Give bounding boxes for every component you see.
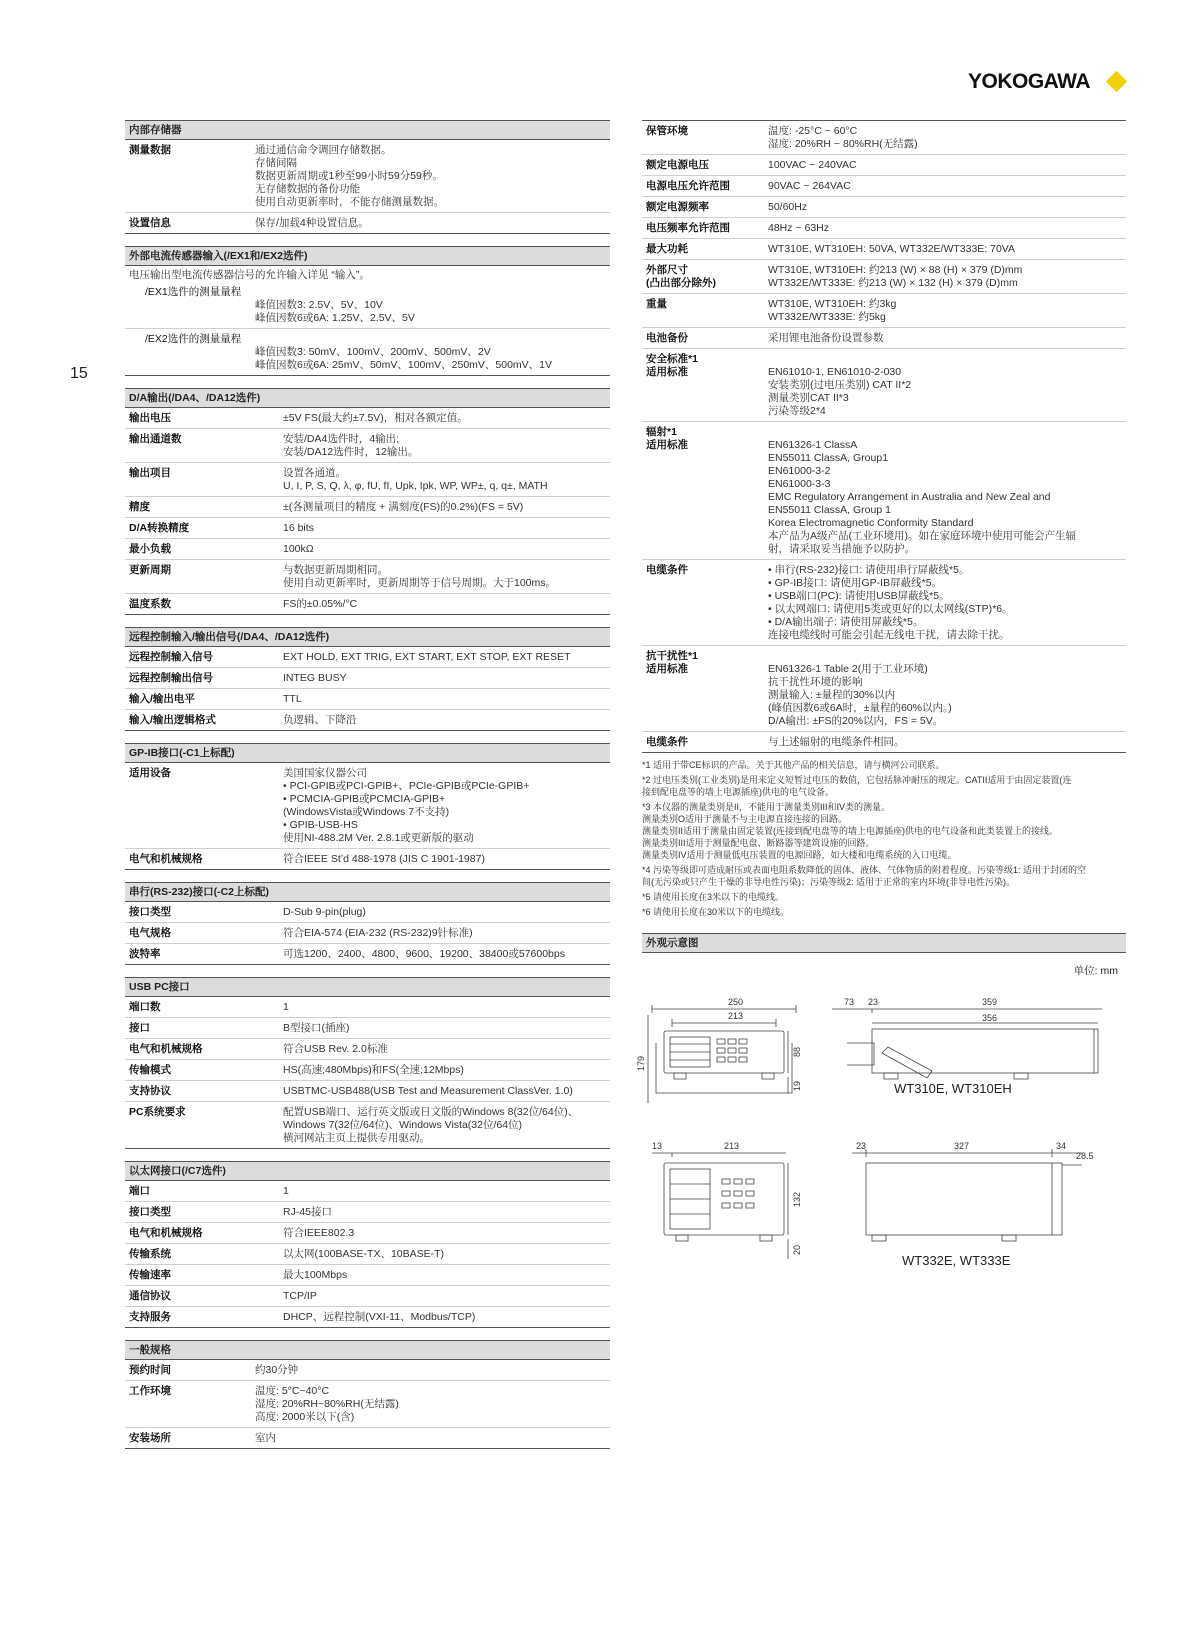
spec-label: 工作环境 (129, 1385, 171, 1397)
footnote: *1 适用于带CE标识的产品。关于其他产品的相关信息，请与横河公司联系。 (642, 760, 945, 770)
spec-label: 电压频率允许范围 (646, 222, 730, 234)
spec-value: 美国国家仪器公司 • PCI-GPIB或PCI-GPIB+、PCIe-GPIB或PCIe-GPIB+ • PCMCIA-GPIB或PCMCIA-GPIB+ (WindowsVista或Windows 7不支持) • GPIB-USB-HS 使用NI-488.2M Ver. 2.8.1或更新版的驱动 (283, 767, 530, 844)
spec-value: 设置各通道。 U, I, P, S, Q, λ, φ, fU, fI, Upk, Ipk, WP, WP±, q, q±, MATH (283, 467, 548, 492)
spec-row (125, 1202, 610, 1223)
spec-label: 辐射*1 适用标准 (646, 426, 688, 451)
spec-row (125, 497, 610, 518)
dim-label: 73 (844, 997, 855, 1007)
footnote: *3 本仪器的测量类别是II，不能用于测量类别III和IV类的测量。 测量类别O适用于测量不与主电源直接连接的回路。 测量类别II适用于测量由固定装置(连接到配电盘等的墙上电源插座)供电的电气设备和此类装置上的接线。 测量类别III适用于测量配电盘、断路器等建筑设施的回路。 测量类别IV适用于测量低电压装置的电源回路，如大楼和电缆系统的入口电缆。 (642, 802, 1058, 860)
spec-section-remote (125, 627, 610, 731)
spec-label: 适用设备 (129, 767, 171, 779)
spec-value: 安装/DA4选件时，4输出; 安装/DA12选件时，12输出。 (283, 433, 419, 458)
brand-diamond-icon (1106, 71, 1127, 92)
spec-row (125, 1181, 610, 1202)
spec-value: 50/60Hz (768, 201, 808, 213)
section-title: 以太网接口(/C7选件) (125, 1161, 610, 1181)
spec-value: 90VAC ~ 264VAC (768, 180, 851, 192)
spec-label: 输入/输出电平 (129, 693, 195, 705)
spec-row (125, 594, 610, 615)
spec-label: 远程控制输出信号 (129, 672, 213, 684)
spec-label: 电源电压允许范围 (646, 180, 730, 192)
spec-value: 保存/加载4种设置信息。 (255, 217, 369, 229)
spec-label: 电气和机械规格 (129, 1043, 203, 1055)
spec-value: RJ-45接口 (283, 1206, 333, 1218)
spec-row (125, 1102, 610, 1149)
spec-value: 符合EIA-574 (EIA-232 (RS-232)9针标准) (283, 927, 473, 939)
spec-row (125, 213, 610, 234)
spec-label: 支持协议 (129, 1085, 171, 1097)
spec-row (125, 1244, 610, 1265)
spec-label: 电气和机械规格 (129, 1227, 203, 1239)
spec-label: 更新周期 (129, 564, 171, 576)
section-title: 一般规格 (125, 1340, 610, 1360)
spec-label: 输出电压 (129, 412, 171, 424)
section-title: 远程控制输入/输出信号(/DA4、/DA12选件) (125, 627, 610, 647)
spec-row (642, 328, 1126, 349)
spec-label: 预约时间 (129, 1364, 171, 1376)
spec-label: 通信协议 (129, 1290, 171, 1302)
spec-row (642, 560, 1126, 646)
spec-section-da (125, 388, 610, 615)
spec-value: 温度: -25°C ~ 60°C 湿度: 20%RH ~ 80%RH(无结露) (768, 125, 918, 150)
dim-label: 23 (856, 1141, 867, 1151)
spec-section-eth (125, 1161, 610, 1328)
footnote: *5 请使用长度在3米以下的电缆线。 (642, 892, 785, 902)
spec-value: 温度: 5°C~40°C 湿度: 20%RH~80%RH(无结露) 高度: 2000米以下(含) (255, 1385, 399, 1423)
dim-label: 23 (868, 997, 879, 1007)
spec-value: HS(高速;480Mbps)和FS(全速;12Mbps) (283, 1064, 464, 1076)
spec-row (125, 1381, 610, 1428)
spec-section-rs (125, 882, 610, 965)
spec-value: 1 (283, 1185, 289, 1197)
spec-value: USBTMC-USB488(USB Test and Measurement ClassVer. 1.0) (283, 1085, 573, 1097)
spec-label: 接口 (129, 1022, 150, 1034)
spec-row (642, 155, 1126, 176)
drawing-caption: WT332E, WT333E (902, 1253, 1011, 1268)
spec-value: FS的±0.05%/°C (283, 598, 358, 610)
spec-label: 重量 (646, 298, 667, 310)
footnote: *6 请使用长度在30米以下的电缆线。 (642, 907, 790, 917)
section-note: 电压输出型电流传感器信号的允许输入详见 “输入”。 (129, 269, 370, 281)
spec-value: EN61326-1 ClassA EN55011 ClassA, Group1 EN61000-3-2 EN61000-3-3 EMC Regulatory Arrangement in Australia and New Zeal and EN55011 ClassA, Group 1 Korea Electromagnetic Conformity Standard 本产品为A级产品(工业环境用)。如在家庭环境中使用可能会产生辐 射，请采取妥当措施予以防护。 (768, 439, 1076, 555)
spec-row (642, 197, 1126, 218)
spec-row (642, 176, 1126, 197)
spec-row (125, 997, 610, 1018)
brand-logo: YOKOGAWA (968, 70, 1091, 93)
spec-label: 最大功耗 (646, 243, 688, 255)
spec-row (125, 429, 610, 463)
spec-row (125, 1265, 610, 1286)
spec-row (125, 518, 610, 539)
spec-row (642, 121, 1126, 155)
spec-value: 符合USB Rev. 2.0标准 (283, 1043, 388, 1055)
spec-row (125, 282, 610, 329)
spec-row (125, 1018, 610, 1039)
spec-value: 约30分钟 (255, 1364, 299, 1376)
spec-row (125, 1360, 610, 1381)
dim-label: 28.5 (1076, 1151, 1094, 1161)
spec-row (642, 260, 1126, 294)
spec-row (125, 710, 610, 731)
dim-label: 34 (1056, 1141, 1067, 1151)
spec-row (125, 1081, 610, 1102)
spec-section-gpib (125, 743, 610, 870)
spec-row (125, 668, 610, 689)
spec-value: 配置USB端口、运行英文版或日文版的Windows 8(32位/64位)、 Windows 7(32位/64位)、Windows Vista(32位/64位) 横河网站主页上提供专用驱动。 (283, 1106, 579, 1144)
footnote: *2 过电压类别(工业类别)是用来定义短暂过电压的数值，它包括脉冲耐压的规定。CATII适用于由固定装置(连 接到配电盘等的墙上电源插座)供电的电气设备。 (642, 775, 1072, 797)
section-title: 内部存储器 (125, 120, 610, 140)
spec-value: WT310E, WT310EH: 约213 (W) × 88 (H) × 379 (D)mm WT332E/WT333E: 约213 (W) × 132 (H) × 379 (D)mm (768, 264, 1023, 289)
spec-value: 最大100Mbps (283, 1269, 348, 1281)
spec-value: 峰值因数3: 50mV、100mV、200mV、500mV、2V 峰值因数6或6A: 25mV、50mV、100mV、250mV、500mV、1V (255, 346, 553, 371)
spec-value: 负逻辑、下降沿 (283, 714, 357, 726)
dim-label: 179 (636, 1055, 646, 1071)
dimension-drawings (636, 953, 1126, 1283)
spec-label: 输出通道数 (129, 433, 182, 445)
spec-label: 安全标准*1 适用标准 (646, 353, 698, 378)
spec-label: 安装场所 (129, 1432, 171, 1444)
spec-row (125, 1307, 610, 1328)
spec-row (125, 408, 610, 429)
spec-label: 端口 (129, 1185, 150, 1197)
spec-row (125, 560, 610, 594)
spec-label: 支持服务 (129, 1311, 171, 1323)
spec-value: WT310E, WT310EH: 约3kg WT332E/WT333E: 约5kg (768, 298, 897, 323)
spec-label: 输出项目 (129, 467, 171, 479)
spec-value: ±(各测量项目的精度 + 满刻度(FS)的0.2%)(FS = 5V) (283, 501, 524, 513)
spec-row (125, 1060, 610, 1081)
spec-section-usb (125, 977, 610, 1149)
spec-label: 保管环境 (646, 125, 688, 137)
spec-row (125, 849, 610, 870)
spec-row (125, 1428, 610, 1449)
spec-value: DHCP、远程控制(VXI-11、Modbus/TCP) (283, 1311, 476, 1323)
spec-value: 采用锂电池备份设置参数 (768, 332, 884, 344)
spec-row (125, 463, 610, 497)
right-column (636, 120, 1126, 1283)
footnotes (642, 753, 1126, 918)
spec-label: 电池备份 (646, 332, 688, 344)
spec-row (642, 218, 1126, 239)
spec-value: ±5V FS(最大约±7.5V)，相对各额定值。 (283, 412, 468, 424)
spec-label: 温度系数 (129, 598, 171, 610)
spec-row (125, 923, 610, 944)
dim-label: 19 (792, 1080, 802, 1091)
section-title: USB PC接口 (125, 977, 610, 997)
drawing-caption: WT310E, WT310EH (894, 1081, 1012, 1096)
spec-section-ex (125, 246, 610, 376)
spec-label: 抗干扰性*1 适用标准 (646, 650, 698, 675)
spec-row (642, 732, 1126, 753)
section-title: GP-IB接口(-C1上标配) (125, 743, 610, 763)
spec-value: EN61326-1 Table 2(用于工业环境) 抗干扰性环境的影响 测量输入: ±量程的30%以内 (峰值因数6或6A时，±量程的60%以内。) D/A输出: ±FS的20%以内，FS = 5V。 (768, 663, 952, 727)
spec-row (125, 944, 610, 965)
spec-row (125, 689, 610, 710)
spec-value: 1 (283, 1001, 289, 1013)
dim-label: 250 (728, 997, 744, 1007)
dimension-diagram (636, 953, 1126, 1283)
power-environment-section (642, 120, 1126, 753)
spec-value: EN61010-1, EN61010-2-030 安装类别(过电压类别) CAT II*2 测量类别CAT II*3 污染等级2*4 (768, 366, 912, 417)
spec-row (125, 1286, 610, 1307)
spec-label: 电气和机械规格 (129, 853, 203, 865)
spec-label: 传输速率 (129, 1269, 171, 1281)
spec-value: 与上述辐射的电缆条件相同。 (768, 736, 905, 748)
dimension-section (636, 933, 1126, 1283)
spec-row (125, 539, 610, 560)
spec-label: 额定电源电压 (646, 159, 709, 171)
footnote: *4 污染等级即可造成耐压或表面电阻系数降低的固体、液体、气体物质的附着程度。污染等级1: 适用于封闭的空 间(无污染或只产生干燥的非导电性污染)；污染等级2: 适用于正常的室内环境(非导电性污染)。 (642, 865, 1087, 887)
spec-label: 传输模式 (129, 1064, 171, 1076)
section-title: 外观示意图 (642, 933, 1126, 953)
spec-label: 电缆条件 (646, 564, 688, 576)
dim-label: 359 (982, 997, 998, 1007)
spec-label: 端口数 (129, 1001, 161, 1013)
spec-row (125, 647, 610, 668)
dim-label: 213 (724, 1141, 740, 1151)
spec-value: WT310E, WT310EH: 50VA, WT332E/WT333E: 70VA (768, 243, 1016, 255)
spec-row (642, 349, 1126, 422)
spec-row (642, 422, 1126, 560)
spec-value: 与数据更新周期相同。 使用自动更新率时，更新周期等于信号周期。大于100ms。 (283, 564, 557, 589)
dim-label: 88 (792, 1046, 802, 1057)
spec-value: 以太网(100BASE-TX、10BASE-T) (283, 1248, 445, 1260)
spec-label: 输入/输出逻辑格式 (129, 714, 216, 726)
spec-label: 设置信息 (129, 217, 171, 229)
spec-label: 接口类型 (129, 1206, 171, 1218)
spec-label: 测量数据 (129, 144, 171, 156)
spec-value: 可选1200、2400、4800、9600、19200、38400或57600bps (283, 948, 565, 960)
spec-value: 48Hz ~ 63Hz (768, 222, 829, 234)
spec-value: 100VAC ~ 240VAC (768, 159, 857, 171)
spec-value: TTL (283, 693, 302, 705)
spec-value: 100kΩ (283, 543, 314, 555)
dim-label: 13 (652, 1141, 663, 1151)
spec-row (642, 294, 1126, 328)
spec-value: B型接口(插座) (283, 1022, 350, 1034)
spec-label: /EX1选件的测量量程 (145, 286, 242, 298)
spec-label: 波特率 (129, 948, 161, 960)
spec-section-mem (125, 120, 610, 234)
spec-label: 接口类型 (129, 906, 171, 918)
spec-label: 电缆条件 (646, 736, 688, 748)
spec-label: 外部尺寸 (凸出部分除外) (646, 264, 716, 289)
unit-label: 单位: mm (1073, 965, 1118, 977)
spec-label: 远程控制输入信号 (129, 651, 213, 663)
page-number: 15 (70, 365, 88, 382)
spec-value: 室内 (255, 1432, 276, 1444)
section-title: 外部电流传感器输入(/EX1和/EX2选件) (125, 246, 610, 266)
spec-row (125, 1223, 610, 1244)
spec-label: 传输系统 (129, 1248, 171, 1260)
spec-value: 符合IEEE St’d 488-1978 (JIS C 1901-1987) (283, 853, 485, 865)
dim-label: 356 (982, 1013, 998, 1023)
spec-row (125, 140, 610, 213)
spec-row (125, 763, 610, 849)
spec-value: 16 bits (283, 522, 314, 534)
spec-value: 峰值因数3: 2.5V、5V、10V 峰值因数6或6A: 1.25V、2.5V、5V (255, 299, 415, 324)
spec-row (125, 1039, 610, 1060)
spec-label: 电气规格 (129, 927, 171, 939)
spec-label: D/A转换精度 (129, 522, 190, 534)
section-title: 串行(RS-232)接口(-C2上标配) (125, 882, 610, 902)
dim-label: 213 (728, 1011, 744, 1021)
spec-label: 额定电源频率 (646, 201, 709, 213)
dim-label: 20 (792, 1244, 802, 1255)
spec-label: 最小负载 (129, 543, 171, 555)
spec-label: PC系统要求 (129, 1106, 186, 1118)
spec-label: /EX2选件的测量量程 (145, 333, 242, 345)
spec-section-gen (125, 1340, 610, 1449)
spec-row (125, 902, 610, 923)
spec-value: TCP/IP (283, 1290, 317, 1302)
spec-row (642, 646, 1126, 732)
spec-value: • 串行(RS-232)接口: 请使用串行屏蔽线*5。 • GP-IB接口: 请使用GP-IB屏蔽线*5。 • USB端口(PC): 请使用USB屏蔽线*5。 • 以太网端口: 请使用5类或更好的以太网线(STP)*6。 • D/A输出端子: 请使用屏蔽线*5。 连接电缆线时可能会引起无线电干扰，请去除干扰。 (768, 564, 1013, 641)
spec-value: EXT HOLD, EXT TRIG, EXT START, EXT STOP, EXT RESET (283, 651, 571, 663)
spec-value: INTEG BUSY (283, 672, 347, 684)
section-title: D/A输出(/DA4、/DA12选件) (125, 388, 610, 408)
spec-value: 符合IEEE802.3 (283, 1227, 355, 1239)
dim-label: 132 (792, 1191, 802, 1207)
spec-label: 精度 (129, 501, 150, 513)
spec-row (125, 329, 610, 376)
spec-value: D-Sub 9-pin(plug) (283, 906, 366, 918)
dim-label: 327 (954, 1141, 970, 1151)
spec-value: 通过通信命令调回存储数据。 存储间隔 数据更新周期或1秒至99小时59分59秒。 无存储数据的备份功能 使用自动更新率时，不能存储测量数据。 (255, 144, 444, 208)
spec-row (642, 239, 1126, 260)
left-column (125, 120, 610, 1449)
